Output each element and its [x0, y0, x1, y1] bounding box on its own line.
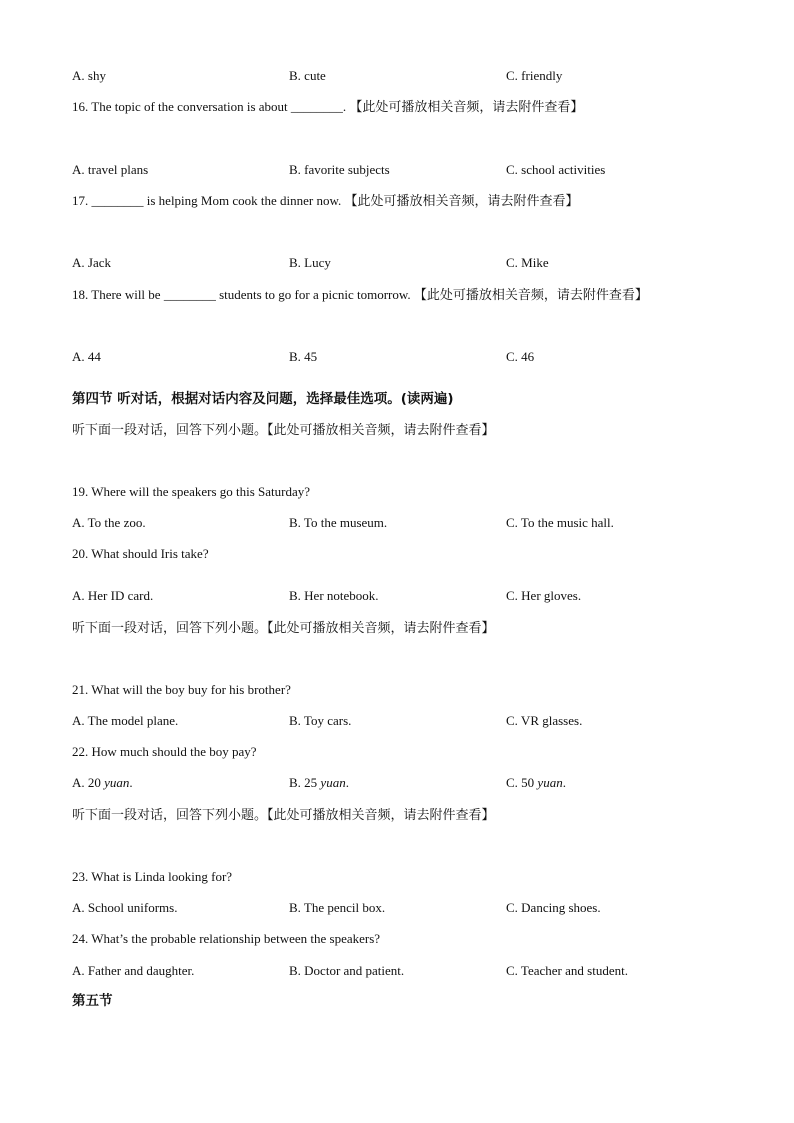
- q23-option-b: B. The pencil box.: [289, 900, 386, 915]
- audio-note: 【此处可播放相关音频，请去附件查看】: [344, 194, 579, 209]
- q22-stem: 22. How much should the boy pay?: [72, 744, 257, 759]
- q21-stem: 21. What will the boy buy for his brother?: [72, 682, 291, 697]
- listen-prompt-line: [72, 619, 495, 638]
- q16-stem-line: [72, 98, 583, 117]
- audio-note: 【此处可播放相关音频，请去附件查看】: [349, 100, 584, 115]
- q15-option-c: C. friendly: [506, 68, 563, 83]
- q16-option-b: B. favorite subjects: [289, 162, 390, 177]
- q23-option-c: C. Dancing shoes.: [506, 900, 601, 915]
- section-5-title: 第五节: [72, 993, 113, 1009]
- audio-note: 【此处可播放相关音频，请去附件查看】: [267, 423, 495, 438]
- q17-stem-line: [72, 192, 579, 211]
- q20-option-c: C. Her gloves.: [506, 588, 582, 603]
- q19-option-a: A. To the zoo.: [72, 515, 146, 530]
- q18-option-b: B. 45: [289, 349, 318, 364]
- listen-prompt: 听下面一段对话，回答下列小题。: [72, 423, 268, 438]
- q24-option-b: B. Doctor and patient.: [289, 963, 405, 978]
- listen-prompt: 听下面一段对话，回答下列小题。: [72, 621, 268, 636]
- q19-option-c: C. To the music hall.: [506, 515, 614, 530]
- period: .: [345, 775, 349, 790]
- q18-option-a: A. 44: [72, 349, 101, 364]
- period: .: [562, 775, 566, 790]
- audio-note: 【此处可播放相关音频，请去附件查看】: [267, 808, 495, 823]
- q17-stem: 17. ________ is helping Mom cook the dinner now.: [72, 193, 342, 208]
- section-4-title: 第四节 听对话，根据对话内容及问题，选择最佳选项。(读两遍): [72, 391, 454, 407]
- q22-option-a: [72, 774, 133, 792]
- listen-prompt-line: [72, 806, 495, 825]
- currency-unit: yuan: [104, 775, 130, 790]
- currency-unit: yuan: [320, 775, 346, 790]
- q20-option-a: A. Her ID card.: [72, 588, 154, 603]
- q20-option-b: B. Her notebook.: [289, 588, 379, 603]
- q23-option-a: A. School uniforms.: [72, 900, 178, 915]
- q22-option-b: [289, 774, 349, 792]
- q21-option-c: C. VR glasses.: [506, 713, 583, 728]
- q17-option-c: C. Mike: [506, 255, 549, 270]
- audio-note: 【此处可播放相关音频，请去附件查看】: [413, 288, 648, 303]
- currency-unit: yuan: [537, 775, 563, 790]
- q17-option-a: A. Jack: [72, 255, 111, 270]
- q24-option-a: A. Father and daughter.: [72, 963, 195, 978]
- q19-stem: 19. Where will the speakers go this Saturday?: [72, 484, 311, 499]
- q22-option-a-amount: A. 20: [72, 775, 101, 790]
- q24-option-c: C. Teacher and student.: [506, 963, 628, 978]
- q16-stem: 16. The topic of the conversation is about ________.: [72, 99, 347, 114]
- q21-option-b: B. Toy cars.: [289, 713, 352, 728]
- period: .: [129, 775, 133, 790]
- q18-stem: 18. There will be ________ students to go for a picnic tomorrow.: [72, 287, 411, 302]
- q15-option-a: A. shy: [72, 68, 106, 83]
- q17-option-b: B. Lucy: [289, 255, 331, 270]
- listen-prompt-line: [72, 421, 495, 440]
- q18-stem-line: [72, 286, 648, 305]
- q20-stem: 20. What should Iris take?: [72, 546, 209, 561]
- q16-option-c: C. school activities: [506, 162, 606, 177]
- q15-option-b: B. cute: [289, 68, 326, 83]
- q22-option-c-amount: C. 50: [506, 775, 535, 790]
- q21-option-a: A. The model plane.: [72, 713, 179, 728]
- q24-stem: 24. What’s the probable relationship between the speakers?: [72, 931, 381, 946]
- audio-note: 【此处可播放相关音频，请去附件查看】: [267, 621, 495, 636]
- q18-option-c: C. 46: [506, 349, 535, 364]
- q23-stem: 23. What is Linda looking for?: [72, 869, 233, 884]
- listen-prompt: 听下面一段对话，回答下列小题。: [72, 808, 268, 823]
- q19-option-b: B. To the museum.: [289, 515, 388, 530]
- q16-option-a: A. travel plans: [72, 162, 149, 177]
- q22-option-b-amount: B. 25: [289, 775, 318, 790]
- q22-option-c: [506, 774, 566, 792]
